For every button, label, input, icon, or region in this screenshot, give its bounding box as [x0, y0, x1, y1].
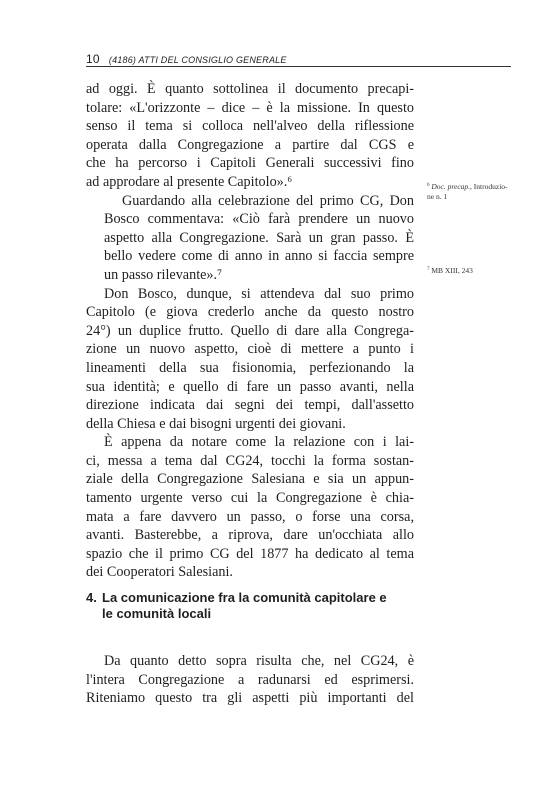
- body-text-continued: [86, 652, 414, 708]
- text-line: tamento urgente verso cui la Congregazione è chia-: [86, 490, 414, 507]
- text-line: un passo rilevante».⁷: [104, 266, 223, 283]
- section-title-line2: le comunità locali: [102, 606, 212, 621]
- text-line: dei Cooperatori Salesiani.: [86, 564, 233, 581]
- section-title-line1: La comunicazione fra la comunità capitolare e: [102, 590, 387, 605]
- text-line: avanti. Basterebbe, a riprova, dare un'occhiata allo: [86, 527, 414, 544]
- footnote-source: Doc. precap.: [431, 182, 471, 191]
- text-line: della Chiesa e dai bisogni urgenti dei giovani.: [86, 415, 346, 432]
- paragraph: [86, 80, 414, 192]
- text-line: che ha percorso i Capitoli Generali successivi fino: [86, 155, 414, 172]
- running-header: [86, 52, 287, 66]
- text-line: operata dalla Congregazione a partire dal CGS e: [86, 136, 414, 153]
- footnote: [427, 182, 517, 202]
- text-line: Bosco commentava: «Ciò farà prendere un nuovo: [104, 211, 414, 228]
- text-line: aspetto alla Congregazione. Sarà un gran passo. È: [104, 229, 414, 246]
- text-line: sua identità; e quello di fare un passo avanti, nella: [86, 378, 414, 395]
- running-head: (4186) ATTI DEL CONSIGLIO GENERALE: [108, 55, 287, 65]
- text-line: senso il tema si colloca nell'alveo della riflessione: [86, 118, 414, 135]
- text-line: ad oggi. È quanto sottolinea il documento precapi-: [86, 81, 414, 97]
- footnote-mark: 6: [427, 183, 430, 188]
- header-rule: [86, 66, 511, 67]
- text-line: ziale della Congregazione Salesiana e sia un appun-: [86, 471, 414, 488]
- footnote-text: , Introduzio-: [470, 182, 508, 191]
- text-line: ci, messa a tema dal CG24, tocchi la forma sostan-: [86, 452, 414, 469]
- text-line: bello vedere come di anno in anno si faccia sempre: [104, 248, 414, 265]
- text-line: Da quanto detto sopra risulta che, nel CG24, è: [104, 653, 414, 669]
- text-line: l'intera Congregazione a radunarsi ed esprimersi.: [86, 671, 414, 688]
- text-line: Guardando alla celebrazione del primo CG, Don: [122, 192, 414, 209]
- text-line: ad approdare al presente Capitolo».⁶: [86, 173, 293, 190]
- text-line: 24°) un duplice frutto. Quello di dare alla Congrega-: [86, 322, 414, 339]
- text-line: spazio che il primo CG del 1877 ha dedicato al tema: [86, 545, 414, 562]
- paragraph: [86, 192, 414, 285]
- text-line: tolare: «L'orizzonte – dice – è la missione. In questo: [86, 99, 414, 116]
- footnote-text-cont: ne n. 1: [427, 192, 448, 201]
- text-line: zione un nuovo aspetto, cioè di mettere a punto i: [86, 341, 414, 358]
- paragraph: [86, 285, 414, 434]
- footnote-mark: 7: [427, 267, 430, 272]
- section-heading: [86, 590, 426, 622]
- text-line: direzione indicata dai segni dei tempi, dall'assetto: [86, 397, 414, 414]
- footnote-text: MB XIII, 243: [431, 266, 473, 275]
- body-text: [86, 80, 414, 582]
- text-line: Riteniamo questo tra gli aspetti più importanti del: [86, 690, 414, 707]
- text-line: mata a fare davvero un passo, o forse una corsa,: [86, 508, 414, 525]
- text-line: lineamenti della sua fisionomia, perfezionando la: [86, 359, 414, 376]
- page-number: 10: [86, 52, 100, 66]
- text-line: È appena da notare come la relazione con i lai-: [104, 434, 414, 451]
- section-number: 4.: [86, 590, 97, 605]
- footnote: [427, 266, 517, 276]
- text-line: Don Bosco, dunque, si attendeva dal suo primo: [104, 285, 414, 302]
- text-line: Capitolo (e giova crederlo anche da questo nostro: [86, 304, 414, 321]
- paragraph: [86, 433, 414, 582]
